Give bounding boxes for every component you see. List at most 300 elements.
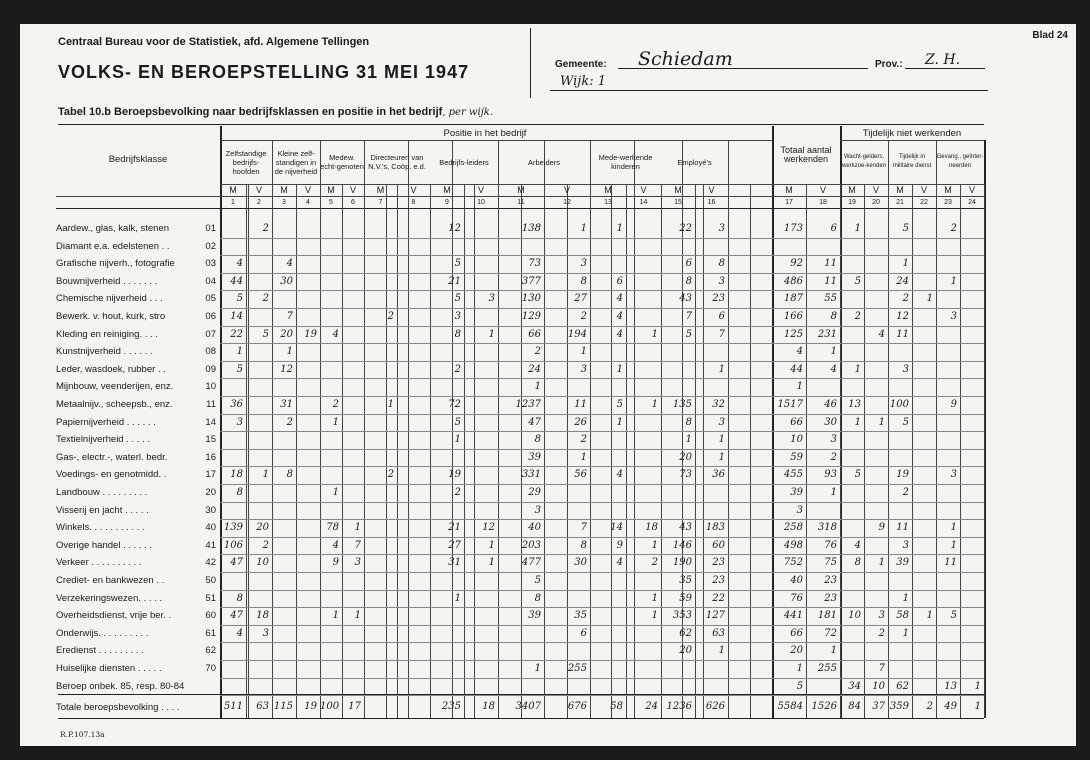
table-cell: 40 <box>790 575 803 586</box>
table-cell: 47 <box>528 416 541 428</box>
column-rule <box>728 140 729 718</box>
table-cell: 5 <box>236 293 243 305</box>
table-cell: 129 <box>521 311 541 322</box>
table-cell: 40 <box>528 522 541 534</box>
column-group-heading: Mede-werkende kinderen <box>598 153 653 171</box>
table-cell: 10 <box>790 434 803 446</box>
table-cell: 318 <box>817 522 837 534</box>
table-cell: 4 <box>616 469 623 481</box>
table-cell: 8 <box>454 328 461 340</box>
table-cell: 255 <box>567 663 587 674</box>
column-number: 6 <box>351 199 355 206</box>
total-cell: 17 <box>348 701 361 712</box>
table-cell: 59 <box>679 592 692 604</box>
table-cell: 63 <box>712 627 725 639</box>
table-cell: 3 <box>950 469 957 481</box>
table-cell: 4 <box>796 346 803 358</box>
row-label: Beroep onbek. 85, resp. 80-84 <box>56 680 185 692</box>
table-cell: 3 <box>902 539 909 551</box>
table-cell: 2 <box>580 434 587 446</box>
table-cell: 8 <box>534 592 541 604</box>
sex-heading: M <box>604 185 612 195</box>
row-label: Eredienst . . . . . . . . . <box>56 645 144 657</box>
table-cell: 203 <box>521 539 541 551</box>
total-cell: 235 <box>441 701 461 712</box>
column-rule <box>634 140 635 718</box>
table-cell: 62 <box>896 680 909 692</box>
table-cell: 4 <box>286 258 293 270</box>
header-divider <box>530 28 531 98</box>
table-cell: 231 <box>817 328 837 340</box>
table-cell: 1 <box>236 346 243 358</box>
table-cell: 3 <box>830 434 837 446</box>
table-cell: 441 <box>783 610 803 622</box>
table-cell: 1 <box>332 416 339 428</box>
table-cell: 2 <box>262 539 269 551</box>
table-cell: 6 <box>580 627 587 639</box>
table-cell: 5 <box>236 363 243 375</box>
table-cell: 11 <box>574 399 587 410</box>
table-cell: 3 <box>718 416 725 428</box>
table-cell: 2 <box>262 223 269 234</box>
table-cell: 4 <box>830 363 837 375</box>
sex-heading: V <box>872 185 879 195</box>
table-cell: 46 <box>824 399 837 410</box>
table-cell: 1 <box>651 592 658 604</box>
table-cell: 23 <box>712 293 725 305</box>
table-cell: 24 <box>528 363 541 375</box>
table-cell: 6 <box>830 223 837 234</box>
table-cell: 3 <box>262 627 269 639</box>
table-cell: 44 <box>790 363 803 375</box>
table-cell: 58 <box>896 610 909 622</box>
census-sheet <box>20 24 1076 746</box>
sex-heading: V <box>255 185 262 195</box>
table-cell: 1 <box>616 363 623 375</box>
table-cell: 5 <box>902 223 909 234</box>
table-cell: 8 <box>718 258 725 270</box>
table-cell: 44 <box>230 275 243 287</box>
row-code: 51 <box>205 592 216 604</box>
gemeente-label: Gemeente: <box>555 59 607 70</box>
total-cell: 63 <box>256 701 269 712</box>
table-cell: 7 <box>580 522 587 534</box>
table-cell: 8 <box>580 539 587 551</box>
table-cell: 19 <box>448 469 461 481</box>
table-cell: 3 <box>534 504 541 516</box>
sex-heading: M <box>376 185 385 195</box>
row-label: Leder, wasdoek, rubber . . <box>56 363 166 375</box>
row-code: 42 <box>205 557 216 569</box>
table-cell: 4 <box>332 328 339 340</box>
table-cell: 1 <box>387 399 394 410</box>
table-cell: 2 <box>332 399 339 410</box>
table-cell: 4 <box>332 539 339 551</box>
table-cell: 8 <box>286 469 293 481</box>
table-cell: 39 <box>528 610 541 622</box>
sex-heading: M <box>944 185 952 195</box>
table-cell: 20 <box>679 451 692 463</box>
table-cell: 106 <box>223 539 243 551</box>
table-cell: 12 <box>448 223 461 234</box>
table-cell: 10 <box>256 557 269 569</box>
table-cell: 100 <box>889 399 909 410</box>
subcolumn-rule <box>296 184 297 718</box>
table-cell: 36 <box>230 399 243 410</box>
table-cell: 2 <box>830 451 837 463</box>
table-cell: 60 <box>712 539 725 551</box>
row-label: Aardew., glas, kalk, stenen <box>56 223 170 234</box>
table-cell: 331 <box>521 469 541 481</box>
row-code <box>196 678 216 696</box>
total-cell: 37 <box>872 701 885 712</box>
total-cell: 24 <box>645 701 658 712</box>
subcolumn-rule <box>397 184 398 718</box>
table-cell: 8 <box>685 275 692 287</box>
table-cell: 3 <box>718 275 725 287</box>
column-group-heading: Gevang., geïnter-neerden <box>936 154 984 169</box>
table-cell: 1 <box>580 223 587 234</box>
table-cell: 59 <box>790 451 803 463</box>
table-cell: 2 <box>854 311 861 322</box>
table-cell: 66 <box>790 416 803 428</box>
table-cell: 125 <box>783 328 803 340</box>
row-label: Papiernijverheid . . . . . . <box>56 416 156 428</box>
sex-heading: V <box>349 185 356 195</box>
total-cell: 100 <box>320 701 340 712</box>
total-cell: 115 <box>273 701 293 712</box>
table-cell: 1 <box>718 645 725 657</box>
sex-heading: M <box>674 185 682 195</box>
table-cell: 5 <box>902 416 909 428</box>
table-cell: 27 <box>574 293 587 305</box>
table-cell: 23 <box>824 592 837 604</box>
sex-heading: M <box>280 185 288 195</box>
sex-heading: V <box>410 185 417 195</box>
table-cell: 9 <box>616 539 623 551</box>
table-cell: 181 <box>817 610 837 622</box>
table-cell: 1 <box>902 592 909 604</box>
table-cell: 2 <box>454 487 461 498</box>
table-cell: 11 <box>944 557 957 569</box>
table-title-text: Tabel 10.b Beroepsbevolking naar bedrijfsklassen en positie in het bedrijf <box>58 106 443 118</box>
table-cell: 4 <box>616 557 623 569</box>
table-cell: 1 <box>830 346 837 358</box>
subcolumn-rule <box>364 184 365 718</box>
table-cell: 23 <box>712 557 725 569</box>
row-label: Bouwnijverheid . . . . . . . <box>56 275 158 287</box>
column-number: 11 <box>517 199 525 206</box>
table-title <box>58 106 493 118</box>
table-cell: 2 <box>262 293 269 305</box>
table-cell: 9 <box>878 522 885 534</box>
header-rule <box>220 140 772 141</box>
table-cell: 1 <box>286 346 293 358</box>
column-number: 4 <box>306 199 310 206</box>
column-number: 10 <box>477 199 485 206</box>
table-cell: 3 <box>236 416 243 428</box>
table-cell: 1 <box>651 610 658 622</box>
table-cell: 8 <box>236 592 243 604</box>
row-code: 03 <box>205 258 216 270</box>
table-cell: 1 <box>580 451 587 463</box>
table-cell: 7 <box>354 539 361 551</box>
table-cell: 5 <box>854 469 861 481</box>
total-cell: 19 <box>304 701 317 712</box>
row-code: 06 <box>205 311 216 322</box>
table-cell: 1 <box>332 487 339 498</box>
table-cell: 39 <box>528 451 541 463</box>
table-cell: 6 <box>685 258 692 270</box>
table-cell: 138 <box>521 223 541 234</box>
table-cell: 10 <box>872 680 885 692</box>
header-rule <box>56 196 984 197</box>
table-cell: 4 <box>854 539 861 551</box>
column-group-heading: Wacht-gelders, werkzoe-kenden <box>841 154 887 169</box>
column-number: 21 <box>896 199 904 206</box>
table-cell: 130 <box>521 293 541 305</box>
table-cell: 3 <box>878 610 885 622</box>
row-code: 14 <box>205 416 216 428</box>
table-cell: 1 <box>616 416 623 428</box>
table-cell: 455 <box>783 469 803 481</box>
table-cell: 14 <box>610 522 623 534</box>
table-cell: 258 <box>783 522 803 534</box>
row-label: Voedings- en genotmidd. . <box>56 469 167 481</box>
column-group-heading: Tijdelijk in militaire dienst <box>892 154 932 169</box>
sex-heading: V <box>304 185 311 195</box>
row-rule <box>220 255 984 256</box>
table-cell: 30 <box>824 416 837 428</box>
table-cell: 1 <box>534 663 541 674</box>
subcolumn-rule <box>464 184 465 718</box>
column-number: 5 <box>329 199 333 206</box>
table-cell: 190 <box>672 557 692 569</box>
table-cell: 1 <box>796 663 803 674</box>
table-cell: 75 <box>824 557 837 569</box>
row-label: Grafische nijverh., fotografie <box>56 258 175 270</box>
row-code: 30 <box>205 504 216 516</box>
total-cell: 676 <box>567 701 587 712</box>
table-cell: 1 <box>616 223 623 234</box>
table-cell: 72 <box>448 399 461 410</box>
table-cell: 135 <box>672 399 692 410</box>
table-cell: 11 <box>824 258 837 270</box>
row-code: 02 <box>205 240 216 252</box>
table-cell: 8 <box>830 311 837 322</box>
column-number: 8 <box>411 199 416 206</box>
table-cell: 76 <box>824 539 837 551</box>
table-cell: 1 <box>854 363 861 375</box>
row-code: 16 <box>205 451 216 463</box>
sex-heading: V <box>968 185 975 195</box>
total-cell: 626 <box>705 701 725 712</box>
table-cell: 3 <box>796 504 803 516</box>
row-code: 61 <box>205 627 216 639</box>
table-cell: 66 <box>528 328 541 340</box>
sex-heading: V <box>920 185 927 195</box>
table-cell: 39 <box>790 487 803 498</box>
total-cell: 511 <box>223 701 243 712</box>
header-rule <box>840 140 984 141</box>
subcolumn-rule <box>342 184 343 718</box>
table-cell: 19 <box>304 328 317 340</box>
table-cell: 47 <box>230 557 243 569</box>
table-cell: 43 <box>679 293 692 305</box>
table-cell: 1 <box>488 328 495 340</box>
table-cell: 92 <box>790 258 803 270</box>
row-rule <box>220 590 984 591</box>
table-cell: 183 <box>705 522 725 534</box>
table-cell: 7 <box>685 311 692 322</box>
table-cell: 2 <box>286 416 293 428</box>
table-cell: 1 <box>796 381 803 393</box>
sex-heading: M <box>785 185 793 195</box>
table-cell: 255 <box>817 663 837 674</box>
table-cell: 1 <box>902 258 909 270</box>
table-cell: 8 <box>854 557 861 569</box>
total-cell: 3407 <box>515 701 541 712</box>
table-cell: 76 <box>790 592 803 604</box>
table-cell: 30 <box>574 557 587 569</box>
table-cell: 752 <box>783 557 803 569</box>
table-cell: 1 <box>830 487 837 498</box>
row-label: Winkels. . . . . . . . . . . <box>56 522 145 534</box>
table-cell: 11 <box>824 275 837 287</box>
total-cell: 1526 <box>811 701 837 712</box>
table-cell: 5 <box>454 416 461 428</box>
total-cell: 58 <box>610 701 623 712</box>
total-cell: 18 <box>482 701 495 712</box>
table-cell: 1 <box>651 328 658 340</box>
table-cell: 5 <box>685 328 692 340</box>
table-cell: 498 <box>783 539 803 551</box>
table-cell: 20 <box>679 645 692 657</box>
table-cell: 1 <box>534 381 541 393</box>
row-label: Overheidsdienst, vrije ber. . <box>56 610 172 622</box>
total-cell: 49 <box>944 701 957 712</box>
row-label: Chemische nijverheid . . . <box>56 293 163 305</box>
row-code: 05 <box>205 293 216 305</box>
row-label: Metaalnijv., scheepsb., enz. <box>56 399 173 410</box>
table-cell: 194 <box>567 328 587 340</box>
table-cell: 127 <box>705 610 725 622</box>
row-rule <box>220 449 984 450</box>
table-cell: 22 <box>230 328 243 340</box>
table-cell: 1 <box>950 275 957 287</box>
province-value: Z. H. <box>925 52 961 68</box>
table-cell: 35 <box>679 575 692 586</box>
row-code: 50 <box>205 575 216 586</box>
column-group-heading: Employé's <box>677 157 712 167</box>
table-cell: 2 <box>878 627 885 639</box>
table-cell: 3 <box>950 311 957 322</box>
table-cell: 14 <box>230 311 243 322</box>
table-cell: 8 <box>685 416 692 428</box>
form-code: R.P.107.13a <box>60 730 105 739</box>
table-cell: 20 <box>280 328 293 340</box>
table-cell: 477 <box>521 557 541 569</box>
table-cell: 1517 <box>777 399 803 410</box>
table-cell: 12 <box>482 522 495 534</box>
column-number: 17 <box>785 199 793 206</box>
table-cell: 72 <box>824 627 837 639</box>
column-number: 24 <box>968 199 976 206</box>
table-cell: 31 <box>280 399 293 410</box>
table-cell: 2 <box>534 346 541 358</box>
column-number: 9 <box>445 199 449 206</box>
table-cell: 73 <box>528 258 541 270</box>
table-cell: 62 <box>679 627 692 639</box>
row-code: 11 <box>206 399 216 410</box>
row-code: 01 <box>205 223 216 234</box>
table-cell: 8 <box>236 487 243 498</box>
table-cell: 4 <box>236 627 243 639</box>
table-cell: 6 <box>616 275 623 287</box>
table-cell: 173 <box>783 223 803 234</box>
sex-heading: V <box>819 185 826 195</box>
row-code: 41 <box>205 539 216 551</box>
subcolumn-rule <box>320 184 321 718</box>
total-cell: 359 <box>889 701 909 712</box>
row-code: 09 <box>205 363 216 375</box>
table-cell: 27 <box>448 539 461 551</box>
table-cell: 3 <box>580 363 587 375</box>
table-cell: 1 <box>354 522 361 534</box>
table-cell: 1 <box>926 610 933 622</box>
bureau-heading: Centraal Bureau voor de Statistiek, afd. Algemene Tellingen <box>58 36 370 48</box>
table-cell: 2 <box>651 557 658 569</box>
table-cell: 3 <box>354 557 361 569</box>
row-label: Overige handel . . . . . . <box>56 539 153 551</box>
total-cell: 1236 <box>666 701 692 712</box>
table-cell: 78 <box>326 522 339 534</box>
row-label: Huiselijke diensten . . . . . <box>56 663 162 674</box>
column-rule <box>408 140 409 718</box>
column-number: 18 <box>819 199 827 206</box>
row-label: Crediet- en bankwezen . . <box>56 575 165 586</box>
table-cell: 39 <box>896 557 909 569</box>
bedrijfsklasse-heading: Bedrijfsklasse <box>108 153 168 165</box>
column-number: 16 <box>707 199 716 206</box>
header-rule <box>56 208 984 209</box>
table-cell: 3 <box>902 363 909 375</box>
table-cell: 5 <box>454 258 461 270</box>
table-cell: 1 <box>878 416 885 428</box>
table-cell: 36 <box>712 469 725 481</box>
table-cell: 1 <box>354 610 361 622</box>
table-cell: 47 <box>230 610 243 622</box>
sex-heading: M <box>327 185 335 195</box>
table-cell: 1 <box>950 539 957 551</box>
table-bottom-rule <box>58 718 984 719</box>
table-cell: 1 <box>926 293 933 305</box>
row-code: 60 <box>205 610 216 622</box>
table-cell: 21 <box>448 522 461 534</box>
row-code: 17 <box>205 469 216 481</box>
positie-heading: Positie in het bedrijf <box>443 127 527 139</box>
table-cell: 1 <box>718 451 725 463</box>
table-cell: 21 <box>448 275 461 287</box>
row-code: 08 <box>205 346 216 358</box>
table-cell: 5 <box>534 575 541 586</box>
table-cell: 23 <box>824 575 837 586</box>
table-cell: 2 <box>387 311 394 322</box>
column-group-heading: Arbeiders <box>527 157 561 167</box>
row-label: Visserij en jacht . . . . . <box>56 504 149 516</box>
total-cell: 5584 <box>777 701 803 712</box>
subcolumn-rule <box>626 184 627 718</box>
